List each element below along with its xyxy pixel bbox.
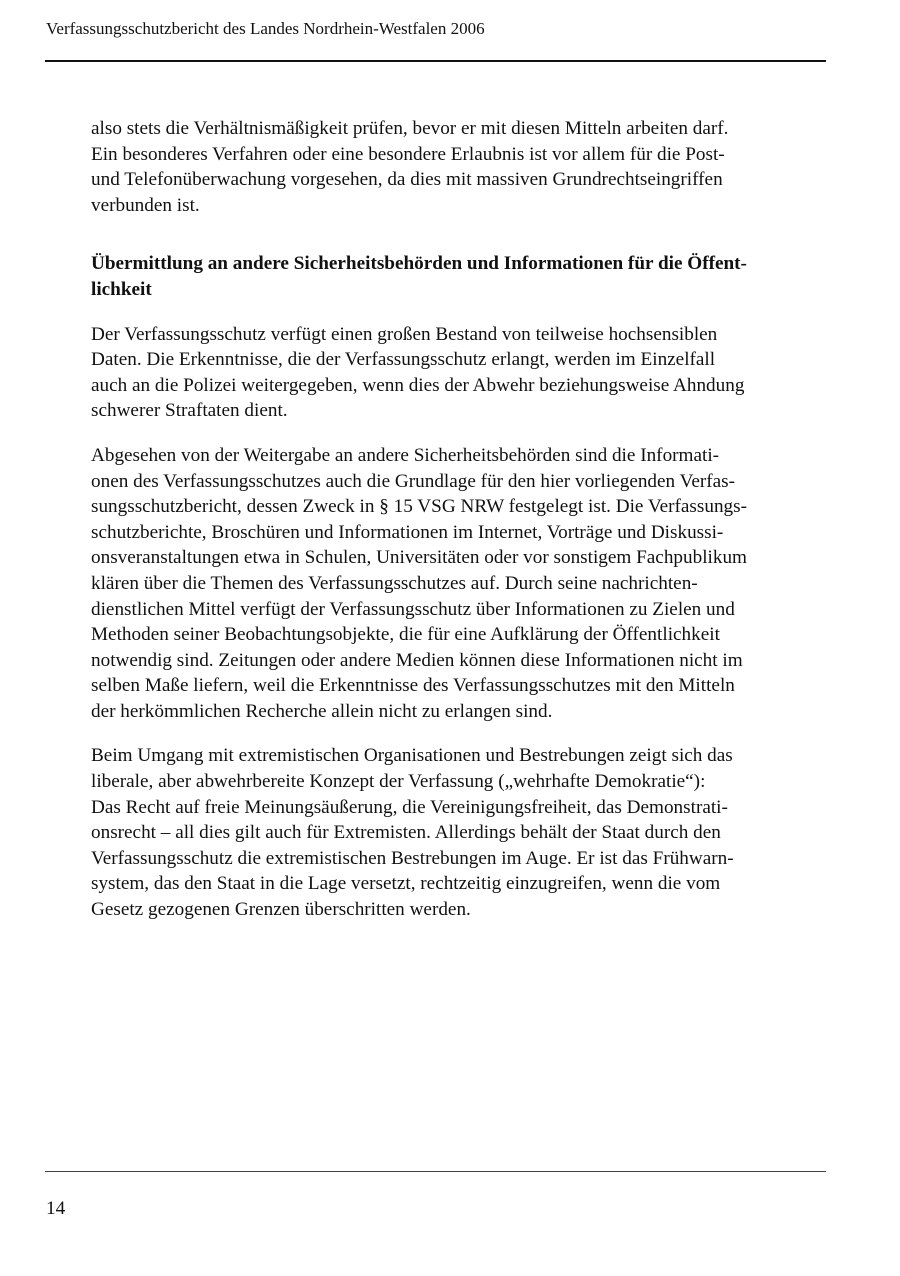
heading-line: Übermittlung an andere Sicherheitsbehörden und Informationen für die Öffent- [91, 253, 747, 275]
text-line: Abgesehen von der Weitergabe an andere Sicherheitsbehörden sind die Informati- [91, 444, 720, 466]
text-line: onsrecht – all dies gilt auch für Extremisten. Allerdings behält der Staat durch den [91, 822, 721, 844]
section-heading [91, 251, 826, 302]
text-line: schutzberichte, Broschüren und Informationen im Internet, Vorträge und Diskussi- [91, 521, 724, 543]
text-line: Methoden seiner Beobachtungsobjekte, die für eine Aufklärung der Öffentlichkeit [91, 624, 720, 646]
text-line: Verfassungsschutz die extremistischen Bestrebungen im Auge. Er ist das Frühwarn- [91, 847, 734, 869]
paragraph-data-sharing [91, 322, 826, 424]
text-line: sungsschutzbericht, dessen Zweck in § 15 VSG NRW festgelegt ist. Die Verfassungs- [91, 496, 748, 518]
text-line: Ein besonderes Verfahren oder eine besondere Erlaubnis ist vor allem für die Post- [91, 143, 725, 165]
text-line: Das Recht auf freie Meinungsäußerung, die Vereinigungsfreiheit, das Demonstrati- [91, 796, 728, 818]
header-rule [45, 60, 826, 62]
text-line: Gesetz gezogenen Grenzen überschritten werden. [91, 899, 471, 921]
text-line: also stets die Verhältnismäßigkeit prüfen, bevor er mit diesen Mitteln arbeiten darf. [91, 118, 729, 139]
text-line: liberale, aber abwehrbereite Konzept der Verfassung („wehrhafte Demokratie“): [91, 771, 706, 793]
text-line: system, das den Staat in die Lage versetzt, rechtzeitig einzugreifen, wenn die vom [91, 873, 721, 895]
text-line: dienstlichen Mittel verfügt der Verfassungsschutz über Informationen zu Zielen und [91, 598, 735, 620]
text-line: Beim Umgang mit extremistischen Organisationen und Bestrebungen zeigt sich das [91, 745, 733, 767]
text-line: und Telefonüberwachung vorgesehen, da dies mit massiven Grundrechtseingriffen [91, 169, 723, 191]
paragraph-wehrhafte-demokratie [91, 743, 826, 922]
heading-line: lichkeit [91, 278, 152, 300]
page-number: 14 [46, 1198, 66, 1219]
text-line: notwendig sind. Zeitungen oder andere Medien können diese Informationen nicht im [91, 649, 743, 671]
text-line: verbunden ist. [91, 194, 200, 216]
paragraph-intro-continuation [91, 116, 826, 218]
text-line: schwerer Straftaten dient. [91, 400, 288, 422]
text-line: klären über die Themen des Verfassungsschutzes auf. Durch seine nachrichten- [91, 572, 698, 594]
text-line: Der Verfassungsschutz verfügt einen großen Bestand von teilweise hochsensiblen [91, 323, 718, 345]
page-content [91, 116, 826, 942]
text-line: selben Maße liefern, weil die Erkenntnisse des Verfassungsschutzes mit den Mitteln [91, 675, 735, 697]
text-line: Daten. Die Erkenntnisse, die der Verfassungsschutz erlangt, werden im Einzelfall [91, 349, 716, 371]
paragraph-public-information [91, 443, 826, 725]
running-header: Verfassungsschutzbericht des Landes Nordrhein-Westfalen 2006 [46, 19, 485, 38]
text-line: der herkömmlichen Recherche allein nicht zu erlangen sind. [91, 700, 553, 722]
text-line: onsveranstaltungen etwa in Schulen, Universitäten oder vor sonstigem Fachpublikum [91, 547, 747, 569]
footer-rule [45, 1171, 826, 1172]
text-line: onen des Verfassungsschutzes auch die Grundlage für den hier vorliegenden Verfas- [91, 470, 735, 492]
text-line: auch an die Polizei weitergegeben, wenn dies der Abwehr beziehungsweise Ahndung [91, 374, 745, 396]
